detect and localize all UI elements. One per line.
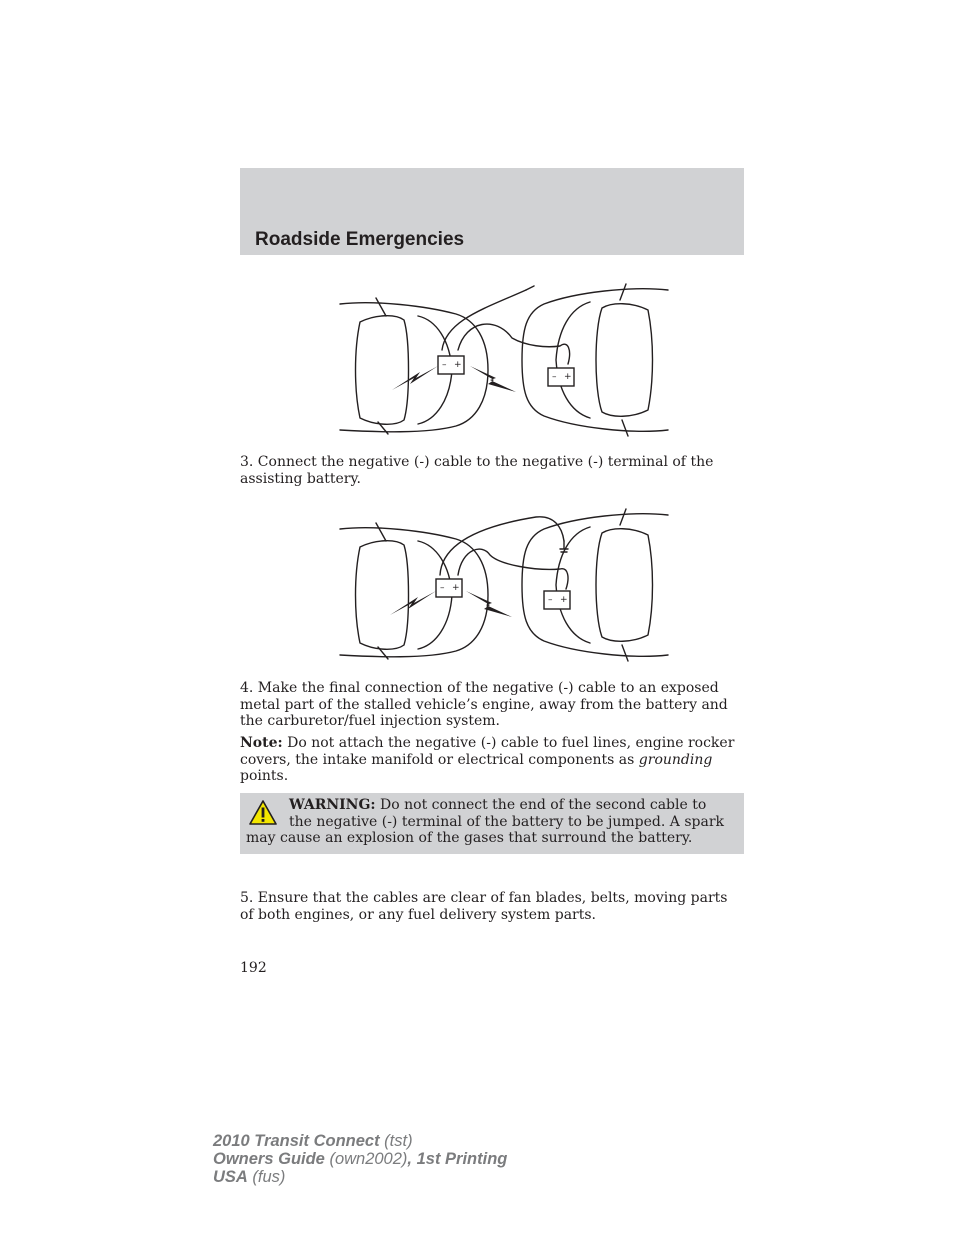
footer-model-code: (tst) (379, 1132, 413, 1150)
step-5-text: 5. Ensure that the cables are clear of fan blades, belts, moving parts of both engines, or any fuel delivery system parts. (240, 890, 728, 923)
stalled-car-windshield (356, 316, 409, 425)
ground-cable (440, 517, 564, 575)
step-4-text: 4. Make the final connection of the negative (-) cable to an exposed metal part of the stalled vehicle’s engine, away from the battery and the carburetor/fuel injection system. (240, 680, 728, 729)
stalled-car-body (340, 528, 488, 657)
stalled-battery (438, 356, 464, 374)
warning-box (240, 793, 744, 854)
step-3-text: 3. Connect the negative (-) cable to the negative (-) terminal of the assisting battery. (240, 454, 714, 487)
svg-text:+: + (560, 595, 568, 605)
note-text-after: points. (240, 768, 289, 784)
assisting-battery (548, 368, 574, 386)
assisting-car-body (522, 289, 668, 431)
jump-start-diagram-step4 (336, 505, 672, 665)
document-footer (213, 1132, 507, 1186)
assisting-car-windshield (596, 304, 653, 417)
footer-region-code: (fus) (247, 1168, 286, 1186)
warning-label: WARNING: (289, 797, 376, 813)
stalled-car-windshield (356, 541, 409, 650)
svg-text:–: – (440, 583, 445, 593)
section-title: Roadside Emergencies (255, 229, 465, 250)
footer-guide: Owners Guide (213, 1150, 325, 1168)
svg-text:–: – (442, 360, 447, 370)
assisting-battery (544, 591, 570, 609)
jump-start-diagram-step3 (336, 280, 672, 440)
svg-text:+: + (454, 360, 462, 370)
spark-bolt-left (392, 366, 438, 390)
svg-text:+: + (564, 372, 572, 382)
section-header-band (240, 168, 744, 255)
spark-bolt-left (390, 591, 436, 615)
footer-model: 2010 Transit Connect (213, 1132, 380, 1150)
spark-bolt-right (470, 366, 516, 392)
note-emphasis: grounding (638, 751, 713, 768)
positive-cable (458, 324, 570, 364)
note-paragraph (240, 735, 744, 785)
note-text-before: Do not attach the negative (-) cable to fuel lines, engine rocker covers, the intake manifold or electrical components as (240, 735, 735, 768)
footer-guide-code: (own2002) (324, 1150, 408, 1168)
stalled-battery (436, 579, 462, 597)
spark-bolt-right (466, 591, 512, 617)
page-number: 192 (240, 960, 267, 976)
note-label: Note: (240, 735, 283, 751)
jump-start-illustration (336, 505, 672, 665)
footer-region: USA (213, 1168, 248, 1186)
positive-cable (458, 549, 568, 589)
stalled-car-body (340, 303, 488, 432)
warning-text (246, 797, 732, 847)
warning-body: Do not connect the end of the second cable to the negative (-) terminal of the battery to be jumped. A spark may cause an explosion of the gases that surround the battery. (246, 797, 724, 846)
svg-text:–: – (552, 372, 557, 382)
assisting-car-windshield (596, 529, 653, 642)
svg-text:–: – (548, 595, 553, 605)
footer-printing: , 1st Printing (407, 1150, 508, 1168)
svg-text:+: + (452, 583, 460, 593)
assisting-car-body (522, 514, 668, 656)
jump-start-illustration (336, 280, 672, 440)
